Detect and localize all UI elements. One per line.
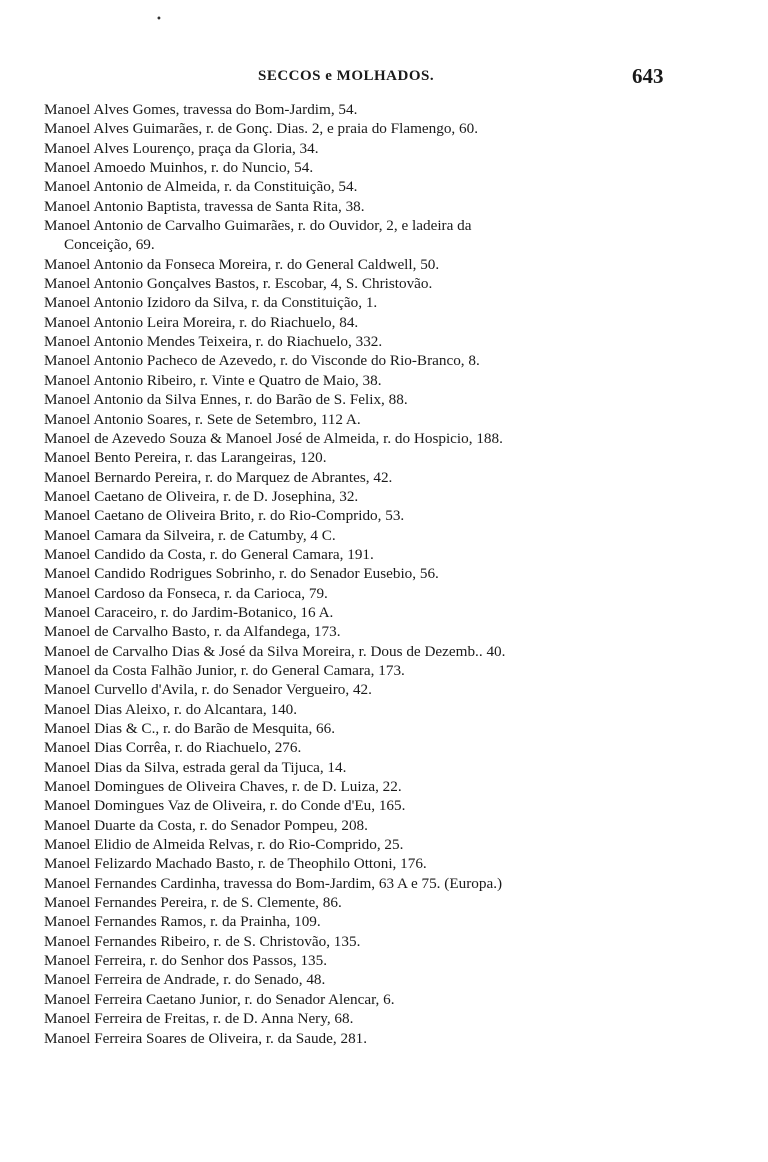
list-item: Manoel Amoedo Muinhos, r. do Nuncio, 54.: [44, 159, 314, 177]
list-item: Manoel de Carvalho Dias & José da Silva Moreira, r. Dous de Dezemb.. 40.: [44, 642, 506, 660]
list-item: Manoel Antonio da Silva Ennes, r. do Barão de S. Felix, 88.: [44, 391, 408, 409]
list-item: Manoel Bernardo Pereira, r. do Marquez de Abrantes, 42.: [44, 468, 393, 486]
list-item: Manoel Elidio de Almeida Relvas, r. do Rio-Comprido, 25.: [44, 836, 404, 854]
list-item: Manoel Alves Guimarães, r. de Gonç. Dias. 2, e praia do Flamengo, 60.: [44, 120, 479, 138]
list-item: Manoel Dias & C., r. do Barão de Mesquita, 66.: [44, 720, 336, 737]
list-item: Manoel de Carvalho Basto, r. da Alfandega, 173.: [44, 623, 341, 641]
page-header: [0, 64, 768, 94]
list-item: Manoel Ferreira de Freitas, r. de D. Anna Nery, 68.: [44, 1010, 354, 1028]
list-item: Manoel Fernandes Ramos, r. da Prainha, 109.: [44, 913, 321, 931]
list-item: Manoel Felizardo Machado Basto, r. de Theophilo Ottoni, 176.: [44, 855, 427, 873]
page-number: 643: [632, 64, 664, 88]
list-item: Manoel Duarte da Costa, r. do Senador Pompeu, 208.: [44, 816, 368, 834]
list-item: Manoel Antonio Baptista, travessa de Santa Rita, 38.: [44, 197, 365, 215]
list-item: Manoel Antonio Leira Moreira, r. do Riachuelo, 84.: [44, 313, 359, 331]
list-item: Manoel Cardoso da Fonseca, r. da Carioca, 79.: [44, 584, 328, 602]
list-item: Manoel Dias Corrêa, r. do Riachuelo, 276.: [44, 739, 302, 757]
list-item: Manoel Antonio Pacheco de Azevedo, r. do Visconde do Rio-Branco, 8.: [44, 352, 480, 370]
list-item: Manoel Ferreira Soares de Oliveira, r. da Saude, 281.: [44, 1029, 368, 1047]
list-item: Manoel Antonio Soares, r. Sete de Setembro, 112 A.: [44, 410, 361, 428]
list-item: Manoel Antonio Izidoro da Silva, r. da Constituição, 1.: [44, 294, 378, 312]
list-item: Manoel Domingues de Oliveira Chaves, r. de D. Luiza, 22.: [44, 778, 402, 796]
list-item: Manoel Antonio de Carvalho Guimarães, r. do Ouvidor, 2, e ladeira da: [44, 217, 472, 235]
list-item: Manoel Antonio Mendes Teixeira, r. do Riachuelo, 332.: [44, 333, 383, 351]
list-item: Manoel Antonio da Fonseca Moreira, r. do General Caldwell, 50.: [44, 255, 440, 273]
list-item: Manoel Antonio de Almeida, r. da Constituição, 54.: [44, 178, 358, 196]
list-item: Manoel Candido da Costa, r. do General Camara, 191.: [44, 545, 374, 563]
list-item: Manoel Dias da Silva, estrada geral da Tijuca, 14.: [44, 758, 347, 776]
list-item: Manoel Caraceiro, r. do Jardim-Botanico, 16 A.: [44, 603, 334, 621]
list-item: Manoel Alves Gomes, travessa do Bom-Jardim, 54.: [44, 101, 358, 118]
list-item: Manoel Antonio Ribeiro, r. Vinte e Quatro de Maio, 38.: [44, 371, 382, 389]
list-item: Manoel Camara da Silveira, r. de Catumby, 4 C.: [44, 526, 336, 544]
list-item: Manoel Antonio Gonçalves Bastos, r. Escobar, 4, S. Christovão.: [44, 275, 433, 293]
list-item: Manoel da Costa Falhão Junior, r. do General Camara, 173.: [44, 661, 405, 679]
list-item: Manoel de Azevedo Souza & Manoel José de Almeida, r. do Hospicio, 188.: [44, 429, 503, 447]
list-item: Manoel Ferreira de Andrade, r. do Senado, 48.: [44, 971, 326, 989]
list-item: Manoel Curvello d'Avila, r. do Senador Vergueiro, 42.: [44, 681, 372, 699]
list-item: Manoel Dias Aleixo, r. do Alcantara, 140.: [44, 700, 298, 718]
list-item: Manoel Ferreira Caetano Junior, r. do Senador Alencar, 6.: [44, 990, 395, 1008]
list-item: Manoel Fernandes Ribeiro, r. de S. Christovão, 135.: [44, 932, 361, 950]
list-item: Manoel Ferreira, r. do Senhor dos Passos, 135.: [44, 952, 328, 970]
list-item: Manoel Alves Lourenço, praça da Gloria, 34.: [44, 139, 319, 157]
list-item: Manoel Caetano de Oliveira Brito, r. do Rio-Comprido, 53.: [44, 507, 405, 525]
list-item: Manoel Fernandes Cardinha, travessa do Bom-Jardim, 63 A e 75. (Europa.): [44, 874, 503, 892]
list-item: Manoel Caetano de Oliveira, r. de D. Josephina, 32.: [44, 487, 359, 505]
list-item: Manoel Candido Rodrigues Sobrinho, r. do Senador Eusebio, 56.: [44, 565, 439, 583]
list-item-continuation: Conceição, 69.: [64, 236, 155, 254]
list-item: Manoel Domingues Vaz de Oliveira, r. do Conde d'Eu, 165.: [44, 797, 406, 815]
entry-list: [44, 100, 734, 1048]
section-title: SECCOS e MOLHADOS.: [258, 68, 435, 84]
print-mark: •: [156, 14, 162, 25]
list-item: Manoel Fernandes Pereira, r. de S. Clemente, 86.: [44, 894, 342, 912]
list-item: Manoel Bento Pereira, r. das Larangeiras, 120.: [44, 449, 327, 467]
